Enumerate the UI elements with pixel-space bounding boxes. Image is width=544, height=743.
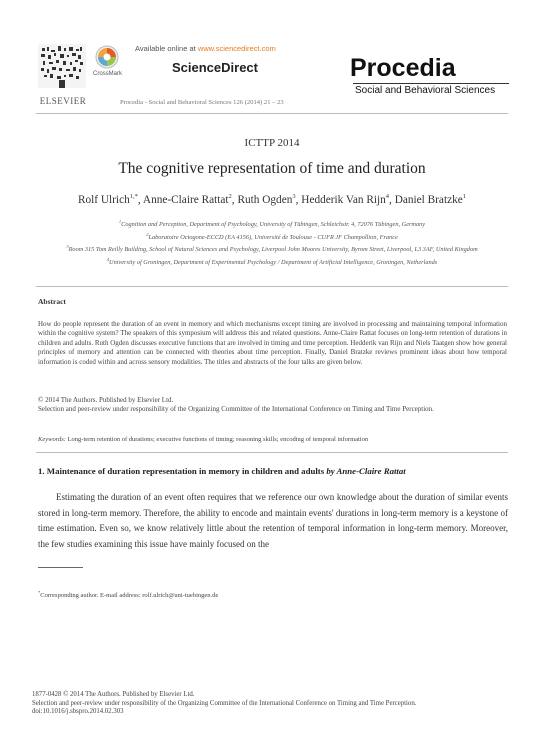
availability-prefix: Available online at (135, 44, 198, 53)
affiliation-list (36, 217, 508, 268)
publisher-wordmark: ELSEVIER (39, 96, 87, 106)
bottom-publication-info (32, 691, 502, 717)
author-affiliation-marker: 1,* (129, 193, 138, 200)
header-divider (36, 113, 508, 114)
peer-review-statement: Selection and peer-review under responsibility of the Organizing Committee of the International Conference on Timing and Time Perception. (32, 699, 417, 707)
author-list: Rolf Ulrich$^{1,*}$, Anne-Claire Rattat$^2$, Ruth Ogden$^3$, Hedderik Van Rijn$^4$, Daniel Bratzke$^1$ (77, 193, 467, 206)
affiliation-item: $^3$Room 315 Tom Reilly Building, School of Natural Sciences and Psychology, Liverpool John Moores University, Byrom Street, Liverpool, L3 3AF, United Kingdom (66, 244, 478, 254)
footnote-divider (38, 567, 83, 568)
author-name: Rolf Ulrich (77, 193, 130, 206)
abstract-top-divider (36, 286, 508, 287)
affiliation-item: $^4$University of Groningen, Department of Experimental Psychology / Department of Artificial Intelligence, Groningen, Netherlands (106, 257, 438, 267)
author-affiliation-marker: 3 (292, 193, 296, 200)
abstract-heading: Abstract (38, 297, 66, 306)
crossmark-icon[interactable] (95, 45, 119, 69)
author-name: Anne-Claire Rattat (142, 193, 229, 206)
procedia-logo-rule (353, 83, 509, 84)
abstract-text: How do people represent the duration of an event in memory and which mechanisms except timing are involved in processing and maintaining temporal information within the cognitive system? The speakers of this symposium will address this and related questions. Anne-Claire Rattat focuses on long-term retention of durations in children and adults. Ruth Ogden discusses executive functions that are involved in timing and time perception. Hedderik van Rijn and Niels Taatgen show how general principles of memory and attention can be connected with theories about time perception. Finally, Daniel Bratzke reviews prominent ideas about how temporal information is coded within and across sensory modalities. The titles and abstracts of the four talks are given below. (38, 320, 507, 366)
peer-review-line: Selection and peer-review under responsibility of the Organizing Committee of the International Conference on Timing and Time Perception. (38, 405, 434, 414)
conference-name: ICTTP 2014 (244, 137, 300, 149)
doi-line[interactable]: doi:10.1016/j.sbspro.2014.02.303 (32, 708, 124, 716)
keywords-text: Long-term retention of durations; executive functions of timing; reasoning skills; encoding of temporal information (65, 436, 369, 443)
paper-title: The cognitive representation of time and duration (118, 160, 426, 177)
author-name: Daniel Bratzke (394, 193, 463, 206)
abstract-bottom-divider (36, 452, 508, 453)
author-affiliation-marker: 4 (385, 193, 390, 200)
journal-reference: Procedia - Social and Behavioral Sciences 126 (2014) 21 – 23 (120, 99, 284, 106)
affiliation-item: $^2$Laboratoire Octogone-ECCD (EA 4156), Université de Toulouse - CUFR JF Champollion, France (146, 231, 398, 241)
body-paragraph: Estimating the duration of an event often requires that we reference our own knowledge about the duration of similar events stored in long-term memory. Therefore, the ability to encode and maintain events' durations in long-term memory is a keystone of time estimation. Even so, we know relatively little about the retention of temporal information in long-term memory. Moreover, the few studies examining this issue have mainly focused on the (38, 492, 508, 549)
availability-line (135, 44, 276, 53)
crossmark-label: CrossMark (93, 71, 123, 77)
author-name: Hedderik Van Rijn (301, 193, 386, 206)
abstract-copyright (38, 396, 507, 415)
issn-copyright-line: 1877-0428 © 2014 The Authors. Published by Elsevier Ltd. (32, 691, 195, 698)
copyright-line: © 2014 The Authors. Published by Elsevier Ltd. (38, 396, 174, 404)
corresponding-author-footnote: *Corresponding author. E-mail address: rolf.ulrich@uni-tuebingen.de (38, 590, 219, 600)
section-heading: 1. Maintenance of duration representation in memory in children and adults by Anne-Claire Rattat (38, 466, 406, 476)
keywords-label: Keywords: (38, 436, 66, 443)
author-name: Ruth Ogden (237, 193, 293, 206)
sciencedirect-brand: ScienceDirect (172, 60, 258, 75)
author-affiliation-marker: 1 (462, 193, 467, 200)
section-heading-author: by Anne-Claire Rattat (326, 466, 406, 476)
procedia-logo-title: Procedia (350, 54, 456, 82)
elsevier-tree-logo (36, 42, 88, 90)
sciencedirect-link[interactable]: www.sciencedirect.com (197, 44, 276, 53)
procedia-logo-subtitle: Social and Behavioral Sciences (355, 85, 496, 96)
affiliation-item: $^1$Cognition and Perception, Department of Psychology, University of Tübingen, Schleichstr. 4, 72076 Tübingen, Germany (118, 219, 426, 229)
author-affiliation-marker: 2 (228, 193, 232, 200)
keywords (38, 436, 507, 443)
